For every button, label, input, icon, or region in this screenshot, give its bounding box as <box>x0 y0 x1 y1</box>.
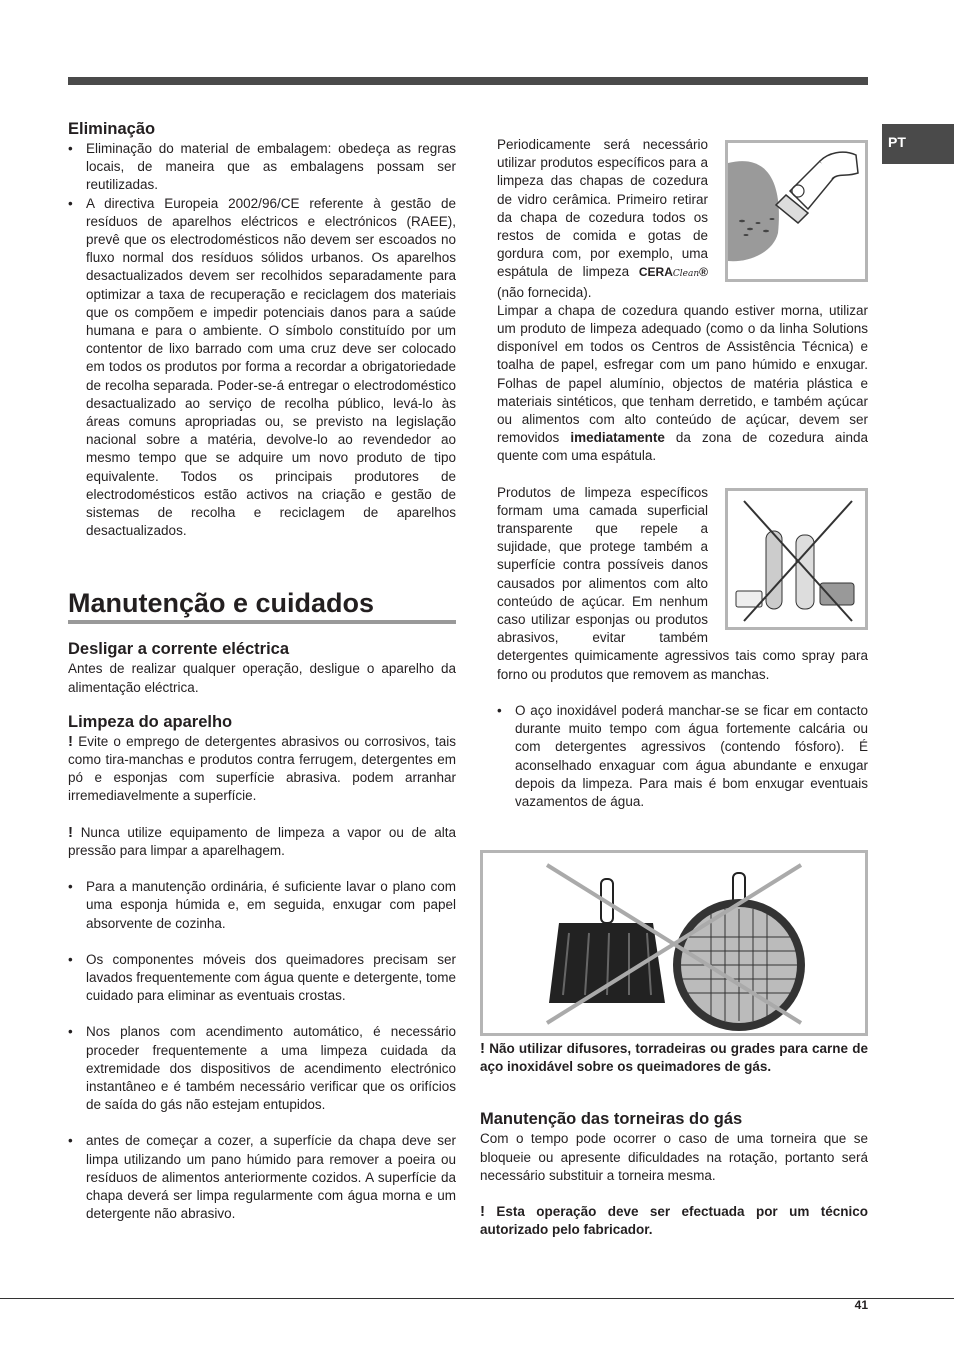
cleaning-products-crossed-illustration <box>725 488 868 630</box>
section-title-torneiras: Manutenção das torneiras do gás <box>480 1110 743 1129</box>
warning-icon: ! <box>480 1040 485 1057</box>
desligar-text: Antes de realizar qualquer operação, desligue o aparelho da alimentação eléctrica. <box>68 661 456 695</box>
list-item: • A directiva Europeia 2002/96/CE referente à gestão de resíduos de aparelhos eléctricos e electrónicos (RAEE), prevê que os electrodomésticos não devem ser escoados no fluxo normal dos resíduos sólidos urbanos. Os aparelhos desactualizados devem ser recolhidos separadamente para optimizar a taxa de recuperação e reciclagem dos materiais que os compõem e impedir potenciais danos para a saúde humana e para o ambiente. O símbolo constituído por um contentor de lixo barrado com uma cruz deve ser colocado em todos os produtos por forma a recordar a obrigatoriedade de recolha separada. Poder-se-á entregar o electrodoméstico desactualizado ao serviço de recolha público, levá-lo às áreas comuns apropriadas ou, se previsto na legislação nacional sobre a matéria, devolve-lo ao revendedor ao mesmo tempo que se adquire um novo produto de tipo equivalente. Todos os principais produtores de electrodomésticos estão activos na criação e gestão de sistemas de recolha e reciclagem de aparelhos desactualizados. <box>68 195 456 541</box>
protective-layer-paragraph: Produtos de limpeza específicos formam uma camada superficial transparente que repele a sujidade, que protege também a superfície contra possíveis danos causados por alimentos com alto conteúdo de açúcar. Em nenhum caso utilizar esponjas ou produtos abrasivos, evitar também detergentes quimicamente agressivos tais como spray para forno ou produtos que removem as manchas. <box>497 484 868 682</box>
limpeza-list <box>68 878 456 1223</box>
no-abrasive-products-icon <box>728 491 865 627</box>
ceramic-cleaning-paragraph-2: Limpar a chapa de cozedura quando estiver morna, utilizar um produto de limpeza adequado (como o da linha Solutions disponível em todos os Centros de Assistência Técnica) e toalha de papel, esfregar com um pano húmido e enxugar. Folhas de papel alumínio, objectos de matéria plástica e materiais sintéticos, que tenham derretido, e também açúcar ou alimentos com alto conteúdo de açúcar, devem ser removidos imediatamente da zona de cozedura ainda quente com uma espátula. <box>497 302 868 464</box>
torneiras-text: Com o tempo pode ocorrer o caso de uma torneira que se bloqueie ou apresente dificuldades na rotação, portanto será necessário substituir a torneira mesma. <box>480 1131 868 1183</box>
left-column <box>68 118 456 1223</box>
header-rule <box>68 77 868 85</box>
ceraclean-logo: CERAClean® <box>638 265 708 280</box>
no-grill-accessories-icon <box>483 853 865 1033</box>
warning-paragraph: ! Evite o emprego de detergentes abrasivos ou corrosivos, tais como tira-manchas e produtos contra ferrugem, detergentes em pó e esponjas com superfície abrasiva. podem arranhar irremediavelmente a superfície. <box>68 732 456 804</box>
grill-warning: ! Não utilizar difusores, torradeiras ou grades para carne de aço inoxidável sobre os queimadores de gás. <box>480 1040 868 1075</box>
warning-icon: ! <box>68 823 73 841</box>
list-item: • Nos planos com acendimento automático, é necessário proceder frequentemente a uma limpeza cuidada da extremidade dos dispositivos de acendimento electrónico instantâneo e é também necessário verificar que os orifícios de saída do gás não estejam entupidos. <box>68 1023 456 1114</box>
scraper-illustration <box>725 140 868 282</box>
list-item: • Para a manutenção ordinária, é suficiente lavar o plano com uma esponja húmida e, em seguida, enxugar com papel absorvente de cozinha. <box>68 878 456 933</box>
page-number: 41 <box>854 1298 868 1312</box>
list-item: • Os componentes móveis dos queimadores precisam ser lavados frequentemente com água quente e detergente, tome cuidado para eliminar as eventuais crostas. <box>68 951 456 1006</box>
warning-paragraph: ! Nunca utilize equipamento de limpeza a vapor ou de alta pressão para limpar a aparelhagem. <box>68 823 456 858</box>
grill-accessories-crossed-illustration <box>480 850 868 1036</box>
scraper-icon <box>728 143 865 279</box>
right-column-bottom <box>480 1040 868 1239</box>
section-title-eliminacao: Eliminação <box>68 120 156 138</box>
warning-icon: ! <box>68 732 73 750</box>
eliminacao-list <box>68 140 456 540</box>
list-item: • antes de começar a cozer, a superfície da chapa deve ser limpa utilizando um pano húmido para remover a poeira ou resíduos de alimentos anteriormente cozidos. A superfície da chapa deverá ser limpa regularmente com água morna e um detergente não abrasivo. <box>68 1132 456 1223</box>
section-title-limpeza: Limpeza do aparelho <box>68 712 233 731</box>
warning-icon: ! <box>480 1203 485 1221</box>
list-item: • Eliminação do material de embalagem: obedeça as regras locais, de maneira que as embalagens possam ser reutilizadas. <box>68 140 456 195</box>
inox-list <box>497 702 868 811</box>
list-item: • O aço inoxidável poderá manchar-se se ficar em contacto durante muito tempo com água fortemente calcária ou com detergentes agressivos (contendo fósforo). É aconselhado enxaguar com água abundante e enxugar depois da limpeza. Para mais é bom enxugar eventuais vazamentos de água. <box>497 702 868 811</box>
footer-rule <box>0 1298 954 1299</box>
language-tab: PT <box>882 124 954 164</box>
section-title-desligar: Desligar a corrente eléctrica <box>68 640 290 659</box>
page-title: Manutenção e cuidados <box>68 586 456 624</box>
torneiras-warning: ! Esta operação deve ser efectuada por um técnico autorizado pelo fabricador. <box>480 1203 868 1238</box>
ceramic-cleaning-paragraph: Periodicamente será necessário utilizar produtos específicos para a limpeza das chapas de cozedura de vidro cerâmica. Primeiro retirar da chapa de cozedura todos os restos de comida e gotas de gordura com, por exemplo, uma espátula de limpeza CERAClean® (não fornecida). <box>497 137 708 300</box>
